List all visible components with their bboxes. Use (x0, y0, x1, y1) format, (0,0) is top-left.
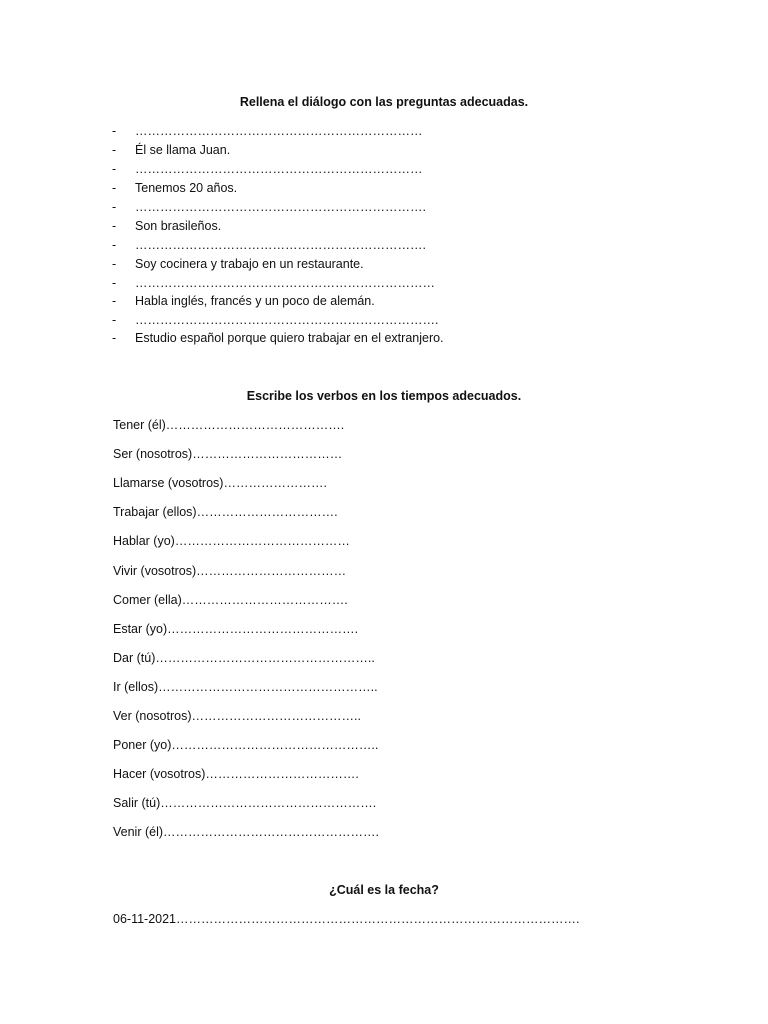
dialog-blank: …………………………………………………………… (135, 124, 423, 138)
verb-line: Hablar (yo)…………………………………… (113, 534, 350, 548)
verb-line: Salir (tú)……………………………………………. (113, 796, 377, 810)
verb-line: Ir (ellos)…………………………………………….. (113, 680, 378, 694)
dialog-blank: ………………………………………………………………. (135, 313, 439, 327)
verb-line: Venir (él)……………………………………………. (113, 825, 379, 839)
dialog-dash: - (112, 219, 117, 233)
dialog-dash: - (112, 238, 117, 252)
verb-line: Hacer (vosotros)………………………………. (113, 767, 359, 781)
verb-line: Estar (yo)………………………………………. (113, 622, 359, 636)
dialog-answer: Tenemos 20 años. (135, 181, 238, 195)
date-line: 06-11-2021……………………………………………………………………………………. (113, 912, 580, 926)
dialog-dash: - (112, 162, 117, 176)
dialog-dash: - (112, 313, 117, 327)
dialog-dash: - (112, 294, 117, 308)
dialog-dash: - (112, 331, 117, 345)
verb-line: Vivir (vosotros)……………………………… (113, 564, 347, 578)
verb-line: Dar (tú)…………………………………………….. (113, 651, 375, 665)
date-section-title: ¿Cuál es la fecha? (329, 883, 439, 897)
dialog-blank: ……………………………………………………………… (135, 276, 435, 290)
verbs-section-title: Escribe los verbos en los tiempos adecuados. (246, 389, 522, 403)
dialog-dash: - (112, 181, 117, 195)
verb-line: Tener (él)……………………………………. (113, 418, 345, 432)
dialog-dash: - (112, 276, 117, 290)
dialog-blank: ……………………………………………………………. (135, 238, 426, 252)
dialog-blank: ……………………………………………………………. (135, 200, 426, 214)
dialog-answer: Habla inglés, francés y un poco de alemán. (135, 294, 375, 308)
dialog-dash: - (112, 124, 117, 138)
verb-line: Poner (yo)………………………………………….. (113, 738, 379, 752)
dialog-dash: - (112, 257, 117, 271)
verb-line: Ser (nosotros)……………………………… (113, 447, 343, 461)
dialog-blank: …………………………………………………………… (135, 162, 423, 176)
verb-line: Comer (ella)…………………………………. (113, 593, 348, 607)
dialog-answer: Estudio español porque quiero trabajar en el extranjero. (135, 331, 444, 345)
verb-line: Trabajar (ellos)……………………………. (113, 505, 338, 519)
dialog-dash: - (112, 200, 117, 214)
verb-line: Ver (nosotros)………………………………….. (113, 709, 361, 723)
verb-line: Llamarse (vosotros)……………………. (113, 476, 327, 490)
dialog-dash: - (112, 143, 117, 157)
dialog-section-title: Rellena el diálogo con las preguntas adecuadas. (239, 95, 529, 109)
dialog-answer: Son brasileños. (135, 219, 222, 233)
dialog-answer: Soy cocinera y trabajo en un restaurante. (135, 257, 364, 271)
dialog-answer: Él se llama Juan. (135, 143, 231, 157)
